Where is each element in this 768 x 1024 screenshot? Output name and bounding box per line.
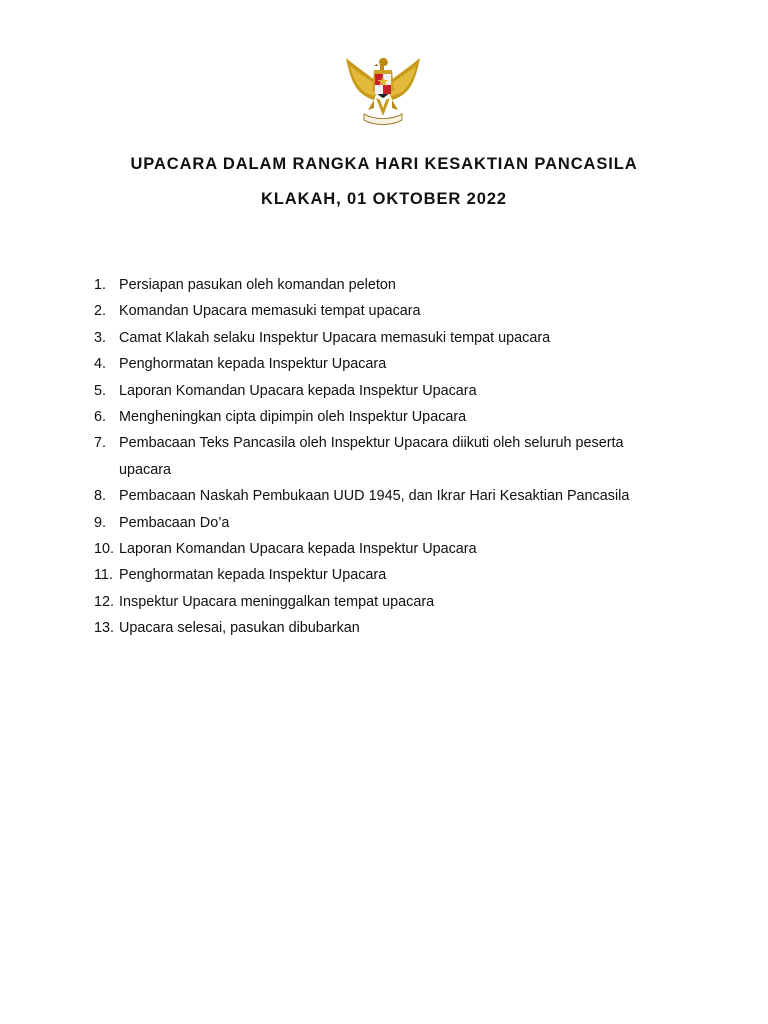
agenda-item: [94, 298, 674, 324]
agenda-item-text: Upacara selesai, pasukan dibubarkan: [119, 620, 360, 637]
agenda-item: [94, 483, 674, 509]
agenda-item-number: 8.: [94, 488, 107, 505]
agenda-item-text: Komandan Upacara memasuki tempat upacara: [119, 303, 421, 320]
agenda-item: [94, 589, 674, 615]
agenda-item-number: 10.: [94, 541, 115, 558]
agenda-item: [94, 272, 674, 298]
agenda-item: [94, 351, 674, 377]
agenda-item-number: 4.: [94, 356, 107, 373]
agenda-item: [94, 430, 674, 483]
agenda-item-text: Pembacaan Teks Pancasila oleh Inspektur Upacara diikuti oleh seluruh peserta upacara: [119, 435, 624, 478]
agenda-item: [94, 510, 674, 536]
agenda-item-number: 12.: [94, 593, 115, 610]
agenda-item-text: Pembacaan Naskah Pembukaan UUD 1945, dan Ikrar Hari Kesaktian Pancasila: [119, 488, 630, 505]
agenda-item: [94, 325, 674, 351]
agenda-item: [94, 404, 674, 430]
agenda-item-number: 5.: [94, 382, 107, 399]
agenda-item-text: Mengheningkan cipta dipimpin oleh Inspektur Upacara: [119, 409, 467, 426]
agenda-item-number: 2.: [94, 303, 107, 320]
agenda-item: [94, 378, 674, 404]
agenda-item: [94, 615, 674, 641]
document-subtitle: KLAKAH, 01 OKTOBER 2022: [261, 190, 507, 208]
garuda-pancasila-icon: [340, 54, 426, 130]
agenda-item-text: Penghormatan kepada Inspektur Upacara: [119, 356, 387, 373]
agenda-item-text: Laporan Komandan Upacara kepada Inspektur Upacara: [119, 382, 477, 399]
agenda-item-number: 9.: [94, 514, 107, 531]
agenda-item: [94, 562, 674, 588]
agenda-item-number: 7.: [94, 435, 107, 452]
agenda-item-text: Persiapan pasukan oleh komandan peleton: [119, 277, 396, 293]
agenda-item-text: Camat Klakah selaku Inspektur Upacara memasuki tempat upacara: [119, 329, 551, 346]
agenda-item-number: 1.: [94, 277, 107, 293]
document-title: UPACARA DALAM RANGKA HARI KESAKTIAN PANCASILA: [130, 155, 638, 173]
agenda-item-number: 3.: [94, 329, 107, 346]
agenda-item-text: Laporan Komandan Upacara kepada Inspektur Upacara: [119, 541, 477, 558]
agenda-item-number: 6.: [94, 409, 107, 426]
agenda-item-number: 11.: [94, 567, 113, 584]
agenda-item: [94, 536, 674, 562]
agenda-item-text: Penghormatan kepada Inspektur Upacara: [119, 567, 387, 584]
agenda-list: [94, 272, 674, 642]
agenda-item-text: Inspektur Upacara meninggalkan tempat upacara: [119, 593, 435, 610]
agenda-item-number: 13.: [94, 620, 115, 637]
agenda-item-text: Pembacaan Do’a: [119, 514, 230, 531]
